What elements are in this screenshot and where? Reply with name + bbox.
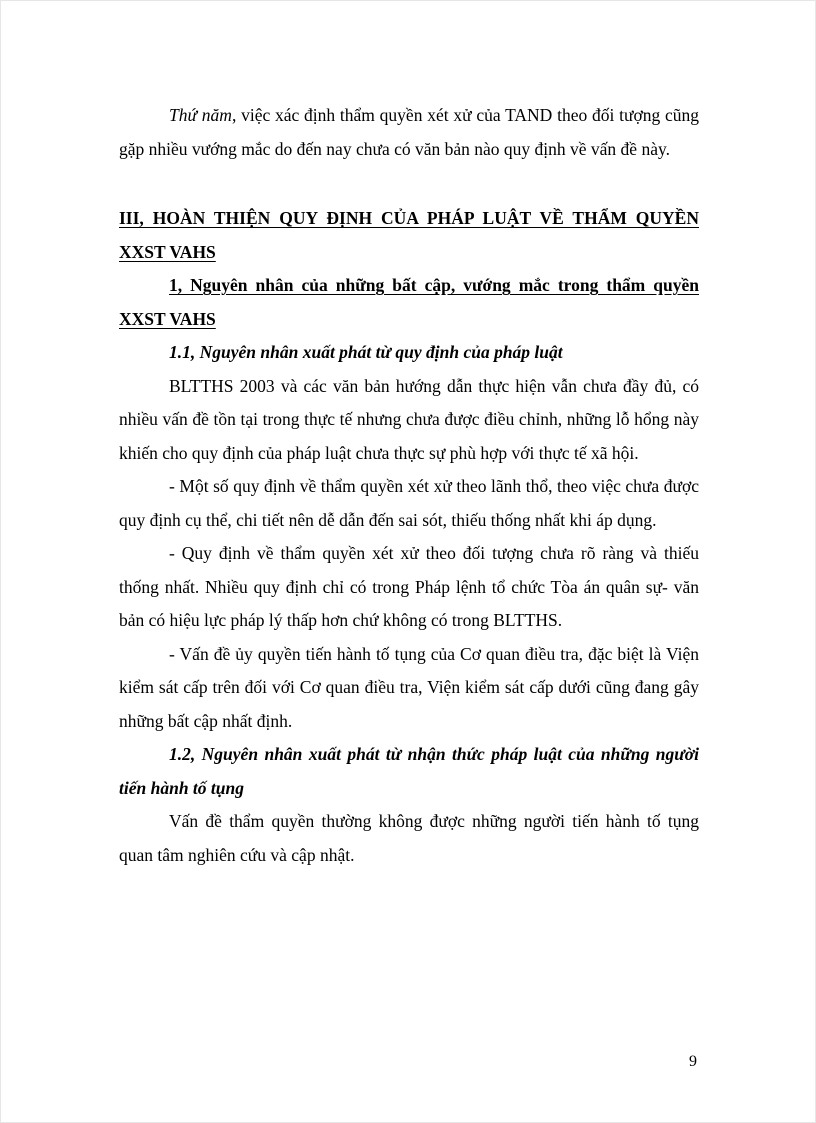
bullet-delegation: - Vấn đề ủy quyền tiến hành tố tụng của Cơ quan điều tra, đặc biệt là Viện kiểm sát cấp trên đối với Cơ quan điều tra, Viện kiểm sát cấp dưới cũng đang gây những bất cập nhất định. — [119, 643, 699, 731]
document-body — [119, 99, 699, 872]
bullet-territory: - Một số quy định về thẩm quyền xét xử theo lãnh thổ, theo việc chưa được quy định cụ thể, chi tiết nên dễ dẫn đến sai sót, thiếu thống nhất khi áp dụng. — [119, 476, 699, 530]
section-heading-iii: III, HOÀN THIỆN QUY ĐỊNH CỦA PHÁP LUẬT VỀ THẨM QUYỀN XXST VAHS — [119, 208, 699, 262]
paragraph-awareness: Vấn đề thẩm quyền thường không được những người tiến hành tố tụng quan tâm nghiên cứu và cập nhật. — [119, 811, 699, 865]
section-heading-1: 1, Nguyên nhân của những bất cập, vướng mắc trong thẩm quyền XXST VAHS — [119, 275, 699, 329]
subsection-heading-1-2: 1.2, Nguyên nhân xuất phát từ nhận thức pháp luật của những người tiến hành tố tụng — [119, 744, 699, 798]
bullet-subject: - Quy định về thẩm quyền xét xử theo đối tượng chưa rõ ràng và thiếu thống nhất. Nhiều quy định chỉ có trong Pháp lệnh tổ chức Tòa án quân sự- văn bản có hiệu lực pháp lý thấp hơn chứ không có trong BLTTHS. — [119, 543, 699, 630]
subsection-heading-1-1: 1.1, Nguyên nhân xuất phát từ quy định của pháp luật — [169, 342, 563, 362]
paragraph-lead-italic: Thứ năm — [169, 105, 232, 125]
page-number: 9 — [689, 1053, 697, 1070]
paragraph-thu-nam — [119, 99, 699, 166]
paragraph-lead-rest: , việc xác định thẩm quyền xét xử của TAND theo đối tượng cũng gặp nhiều vướng mắc do đến nay chưa có văn bản nào quy định về vấn đề này. — [119, 105, 699, 159]
paragraph-bltths: BLTTHS 2003 và các văn bản hướng dẫn thực hiện vẫn chưa đầy đủ, có nhiều vấn đề tồn tại trong thực tế nhưng chưa được điều chỉnh, những lỗ hổng này khiến cho quy định của pháp luật chưa thực sự phù hợp với thực tế xã hội. — [119, 375, 699, 463]
